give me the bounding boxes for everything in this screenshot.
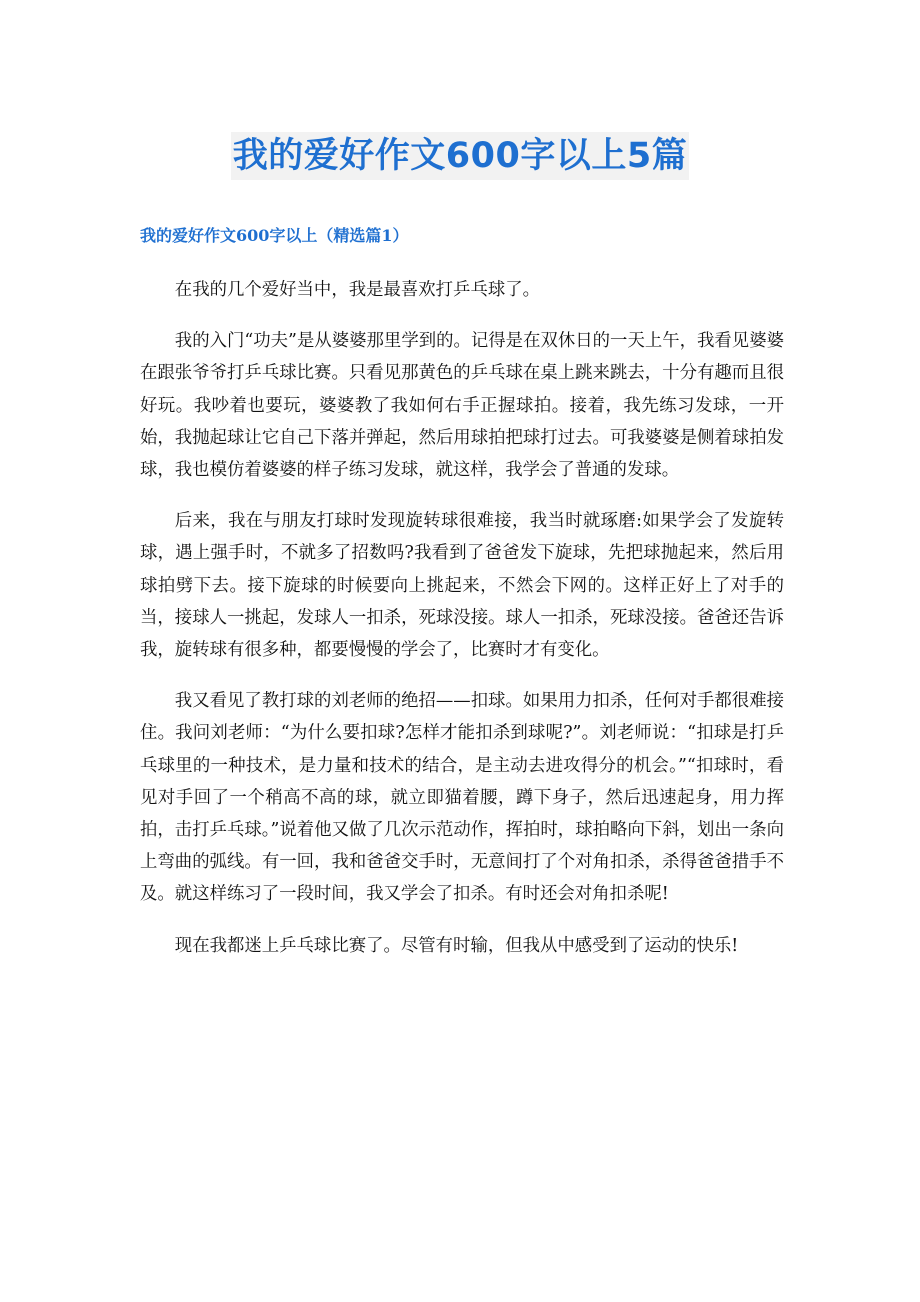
article-body bbox=[140, 274, 784, 981]
page-title: 我的爱好作文600字以上5篇 bbox=[231, 132, 689, 180]
paragraph-5: 现在我都迷上乒乓球比赛了。尽管有时输，但我从中感受到了运动的快乐! bbox=[174, 935, 739, 956]
paragraph-2: 我的入门“功夫”是从婆婆那里学到的。记得是在双休日的一天上午，我看见婆婆在跟张爷爷打乒乓球比赛。只看见那黄色的乒乓球在桌上跳来跳去，十分有趣而且很好玩。我吵着也要玩，婆婆教了我如何右手正握球拍。接着，我先练习发球，一开始，我抛起球让它自己下落并弹起，然后用球拍把球打过去。可我婆婆是侧着球拍发球，我也模仿着婆婆的样子练习发球，就这样，我学会了普通的发球。 bbox=[140, 331, 784, 481]
paragraph-1: 在我的几个爱好当中，我是最喜欢打乒乓球了。 bbox=[174, 280, 541, 300]
paragraph-4: 我又看见了教打球的刘老师的绝招——扣球。如果用力扣杀，任何对手都很难接住。我问刘老师：“为什么要扣球?怎样才能扣杀到球呢?”。刘老师说：“扣球是打乒乓球里的一种技术，是力量和技术的结合，是主动去进攻得分的机会。”“扣球时，看见对手回了一个稍高不高的球，就立即猫着腰，蹲下身子，然后迅速起身，用力挥拍，击打乒乓球。”说着他又做了几次示范动作，挥拍时，球拍略向下斜，划出一条向上弯曲的弧线。有一回，我和爸爸交手时，无意间打了个对角扣杀，杀得爸爸措手不及。就这样练习了一段时间，我又学会了扣杀。有时还会对角扣杀呢! bbox=[140, 691, 784, 905]
paragraph-3: 后来，我在与朋友打球时发现旋转球很难接，我当时就琢磨:如果学会了发旋转球，遇上强手时，不就多了招数吗?我看到了爸爸发下旋球，先把球抛起来，然后用球拍劈下去。接下旋球的时候要向上挑起来，不然会下网的。这样正好上了对手的当，接球人一挑起，发球人一扣杀，死球没接。球人一扣杀，死球没接。爸爸还告诉我，旋转球有很多种，都要慢慢的学会了，比赛时才有变化。 bbox=[140, 511, 784, 661]
title-wrapper bbox=[0, 132, 920, 180]
section-heading: 我的爱好作文600字以上（精选篇1） bbox=[140, 226, 409, 245]
